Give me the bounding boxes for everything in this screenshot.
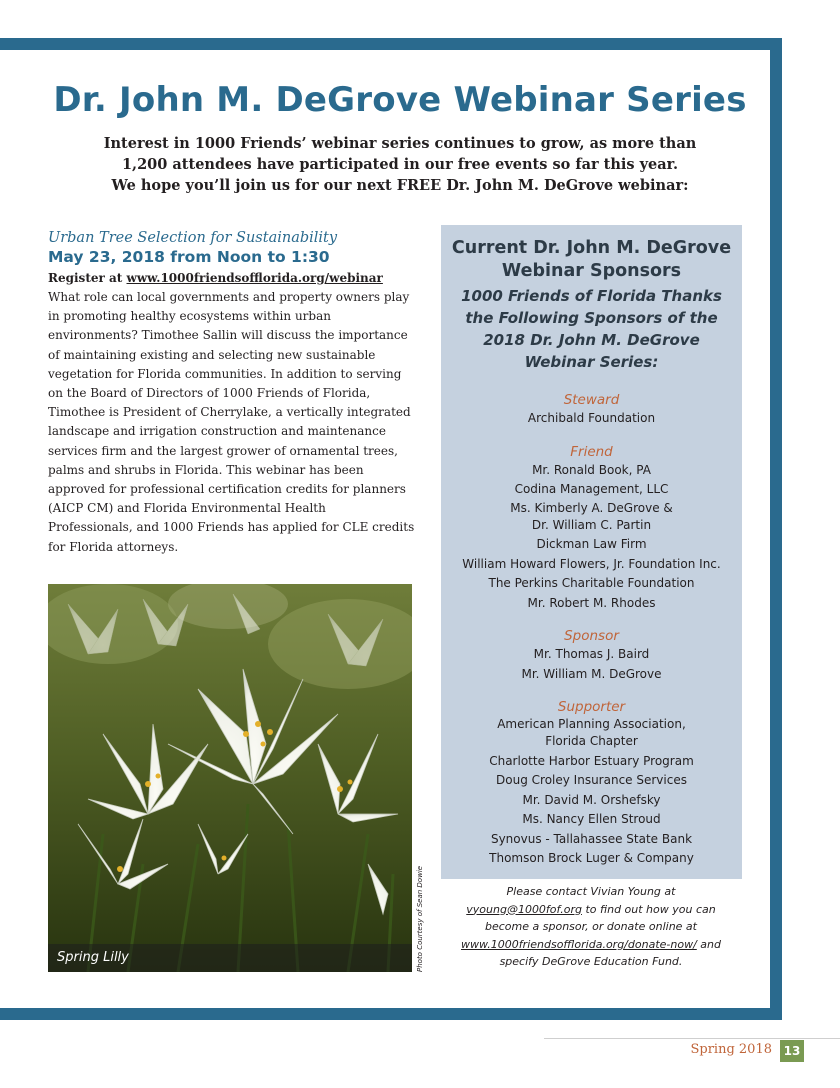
contact-line bbox=[446, 901, 736, 919]
photo-credit-text: Photo Courtesy of Sean Dowie bbox=[416, 865, 424, 972]
frame-right-border bbox=[770, 38, 782, 1018]
sponsor-name: Thomson Brock Luger & Company bbox=[489, 851, 694, 865]
event-title: Urban Tree Selection for Sustainability bbox=[48, 230, 338, 246]
sponsor-name: Mr. Robert M. Rhodes bbox=[527, 595, 656, 610]
page-title: Dr. John M. DeGrove Webinar Series bbox=[53, 80, 747, 120]
sponsor-name: The Perkins Charitable Foundation bbox=[488, 576, 695, 590]
frame-top-border bbox=[0, 38, 782, 50]
sponsors-subtitle-line: 1000 Friends of Florida Thanks bbox=[461, 287, 722, 305]
contact-note bbox=[446, 883, 736, 971]
contact-line: specify DeGrove Education Fund. bbox=[499, 955, 683, 968]
sponsor-name: Dickman Law Firm bbox=[536, 537, 647, 551]
event-date: May 23, 2018 from Noon to 1:30 bbox=[48, 248, 330, 266]
intro-line: We hope you’ll join us for our next FREE Dr. John M. DeGrove webinar: bbox=[111, 177, 689, 194]
description-line: in promoting healthy ecosystems within urban bbox=[48, 309, 331, 324]
contact-text: to find out how you can bbox=[581, 902, 716, 916]
sponsors-panel bbox=[441, 225, 742, 879]
description-line: of maintaining existing and selecting new sustainable bbox=[48, 347, 376, 362]
description-line: for Florida attorneys. bbox=[48, 539, 179, 554]
frame-bottom-border bbox=[0, 1008, 782, 1020]
register-line bbox=[48, 269, 412, 287]
lily-illustration bbox=[48, 584, 412, 972]
sponsors-title-line: Current Dr. John M. DeGrove bbox=[451, 238, 732, 258]
sponsor-name: Mr. David M. Orshefsky bbox=[522, 792, 661, 807]
intro-line: Interest in 1000 Friends’ webinar series continues to grow, as more than bbox=[103, 135, 697, 152]
tier-heading-sponsor: Sponsor bbox=[564, 628, 619, 644]
sponsor-name: Synovus - Tallahassee State Bank bbox=[490, 831, 693, 846]
intro-paragraph bbox=[80, 133, 720, 196]
sponsor-name: Mr. William M. DeGrove bbox=[521, 666, 662, 681]
sponsor-name: Mr. Ronald Book, PA bbox=[532, 462, 651, 477]
sponsor-name: American Planning Association, bbox=[497, 717, 686, 731]
sponsors-subtitle-line: the Following Sponsors of the bbox=[465, 309, 718, 327]
photo-credit bbox=[416, 864, 428, 974]
description-line: Professionals, and 1000 Friends has applied for CLE credits bbox=[48, 520, 415, 535]
sponsors-subtitle-line: Webinar Series: bbox=[524, 353, 659, 371]
tier-heading-friend: Friend bbox=[570, 443, 613, 460]
sponsor-name: Florida Chapter bbox=[545, 734, 638, 748]
sponsor-name: Ms. Nancy Ellen Stroud bbox=[522, 812, 661, 826]
sponsor-name: Ms. Kimberly A. DeGrove & bbox=[510, 500, 673, 515]
event-article bbox=[48, 229, 415, 557]
description-line: (AICP CM) and Florida Environmental Health bbox=[48, 501, 326, 516]
photo-caption: Spring Lilly bbox=[48, 944, 412, 972]
sponsor-name: Doug Croley Insurance Services bbox=[496, 773, 687, 787]
donate-link[interactable]: www.1000friendsofflorida.org/donate-now/ bbox=[461, 937, 697, 951]
sponsors-title bbox=[441, 237, 742, 283]
event-description bbox=[48, 288, 415, 557]
description-line: palms and shrubs in Florida. This webinar has been bbox=[48, 462, 364, 477]
sponsor-name: Archibald Foundation bbox=[527, 411, 656, 425]
footer-issue: Spring 2018 bbox=[690, 1042, 772, 1057]
contact-text: and bbox=[696, 937, 721, 951]
description-line: on the Board of Directors of 1000 Friends of Florida, bbox=[48, 386, 371, 401]
tier-heading-supporter: Supporter bbox=[557, 699, 626, 715]
sponsor-name: Charlotte Harbor Estuary Program bbox=[489, 753, 694, 768]
sponsor-name: Dr. William C. Partin bbox=[531, 517, 652, 532]
intro-line: 1,200 attendees have participated in our free events so far this year. bbox=[121, 156, 679, 173]
sponsor-name: Mr. Thomas J. Baird bbox=[533, 647, 650, 661]
sponsor-name: William Howard Flowers, Jr. Foundation Inc. bbox=[462, 556, 721, 571]
page-number: 13 bbox=[780, 1040, 804, 1062]
sponsors-subtitle-line: 2018 Dr. John M. DeGrove bbox=[483, 331, 700, 349]
description-line: What role can local governments and property owners play bbox=[48, 290, 410, 304]
description-line: vegetation for Florida communities. In addition to serving bbox=[48, 366, 402, 381]
sponsors-subtitle bbox=[441, 285, 742, 373]
email-link[interactable]: vyoung@1000fof.org bbox=[466, 902, 582, 916]
register-link[interactable]: www.1000friendsofflorida.org/webinar bbox=[126, 271, 383, 285]
contact-line: Please contact Vivian Young at bbox=[506, 885, 676, 898]
description-line: approved for professional certification credits for planners bbox=[48, 482, 406, 497]
footer-rule bbox=[544, 1038, 840, 1039]
contact-line bbox=[446, 936, 736, 954]
sponsor-name: Codina Management, LLC bbox=[514, 482, 669, 496]
lily-photo bbox=[48, 584, 412, 972]
sponsors-title-line: Webinar Sponsors bbox=[501, 261, 682, 281]
description-line: landscape and irrigation construction and maintenance bbox=[48, 424, 386, 439]
description-line: Timothee is President of Cherrylake, a vertically integrated bbox=[48, 405, 411, 420]
contact-line: become a sponsor, or donate online at bbox=[485, 920, 697, 933]
tier-heading-steward: Steward bbox=[563, 392, 620, 408]
description-line: services firm and the largest grower of ornamental trees, bbox=[48, 443, 398, 458]
description-line: environments? Timothee Sallin will discuss the importance bbox=[48, 328, 408, 343]
register-prefix: Register at bbox=[48, 271, 127, 285]
